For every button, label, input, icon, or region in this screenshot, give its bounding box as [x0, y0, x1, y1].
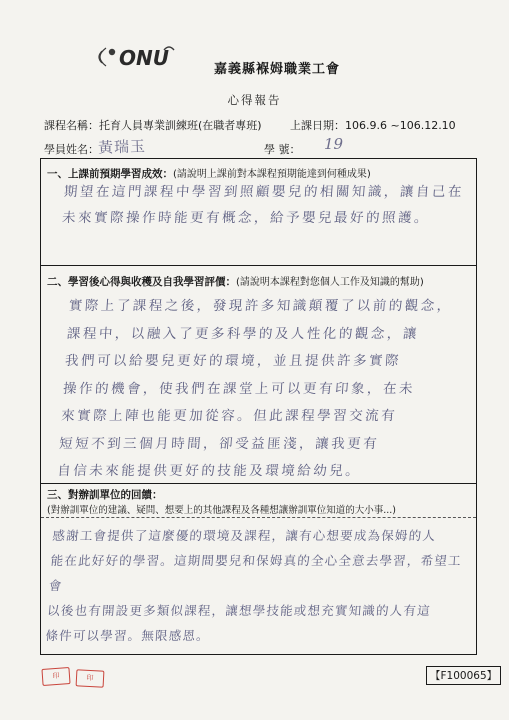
document-title: 心得報告	[227, 93, 282, 107]
organization-name: 嘉義縣褓姆職業工會	[214, 62, 341, 77]
section-divider	[41, 483, 476, 484]
section-1-answer	[61, 179, 475, 231]
handwritten-line: 未來實際操作時能更有概念，給予嬰兒最好的照護。	[61, 210, 431, 226]
student-name-label: 學員姓名：	[44, 143, 99, 156]
red-seal-stamp: 印	[41, 667, 70, 686]
course-info-row	[44, 117, 456, 133]
handwritten-line: 來實際上陣也能更加從容。但此課程學習交流有	[60, 408, 398, 424]
section-2-answer	[56, 293, 479, 486]
section-divider-dotted	[41, 517, 476, 518]
handwritten-line: 感謝工會提供了這麼優的環境及課程，讓有心想要成為保姆的人	[51, 528, 437, 543]
form-code: 【F100065】	[426, 666, 501, 685]
section-1-note: (請說明上課前對本課程預期能達到何種成果)	[173, 169, 371, 180]
report-form	[40, 158, 477, 655]
student-name-handwritten: 黃瑞玉	[97, 137, 147, 157]
student-number-label: 學 號：	[264, 143, 301, 156]
handwritten-line: 操作的機會，使我們在課堂上可以更有印象，在未	[62, 380, 416, 397]
logo-text: ONU	[119, 46, 169, 70]
section-1-heading: 一、上課前預期學習成效：(請說明上課前對本課程預期能達到何種成果)	[47, 168, 371, 180]
course-name: 課程名稱：托育人員專業訓練班(在職者專班)	[44, 119, 262, 132]
handwritten-line: 自信未來能提供更好的技能及環境給幼兒。	[56, 463, 362, 479]
section-2-heading: 二、學習後心得與收穫及自我學習評價：(請說明本課程對您個人工作及知識的幫助)	[47, 276, 424, 288]
section-2-note: (請說明本課程對您個人工作及知識的幫助)	[236, 277, 424, 288]
section-3-heading: 三、對辦訓單位的回饋：	[47, 489, 163, 501]
course-dates: 上課日期：106.9.6 ~106.12.10	[290, 119, 456, 132]
union-logo	[92, 40, 212, 74]
red-seal-stamp: 印	[76, 669, 105, 687]
handwritten-line: 短短不到三個月時間，卻受益匪淺，讓我更有	[58, 435, 380, 452]
handwritten-line: 實際上了課程之後，發現許多知識顛覆了以前的觀念，	[68, 298, 454, 314]
handwritten-line: 期望在這門課程中學習到照顧嬰兒的相關知識，讓自己在	[63, 184, 465, 200]
handwritten-line: 課程中，以融入了更多科學的及人性化的觀念，讓	[66, 325, 420, 342]
handwritten-line: 我們可以給嬰兒更好的環境，並且提供許多實際	[64, 353, 402, 369]
section-3-answer	[45, 523, 478, 648]
section-3-subnote: (對辦訓單位的建議、疑問、想要上的其他課程及各種想讓辦訓單位知道的大小事...)	[47, 505, 396, 516]
section-divider	[41, 265, 476, 266]
handwritten-line: 能在此好好的學習。這期間嬰兒和保姆真的全心全意去學習，希望工會	[48, 553, 463, 593]
handwritten-line: 以後也有開設更多類似課程，讓想學技能或想充實知識的人有這	[46, 603, 432, 618]
handwritten-line: 條件可以學習。無限感恩。	[44, 628, 211, 643]
student-number-handwritten: 19	[324, 135, 344, 153]
